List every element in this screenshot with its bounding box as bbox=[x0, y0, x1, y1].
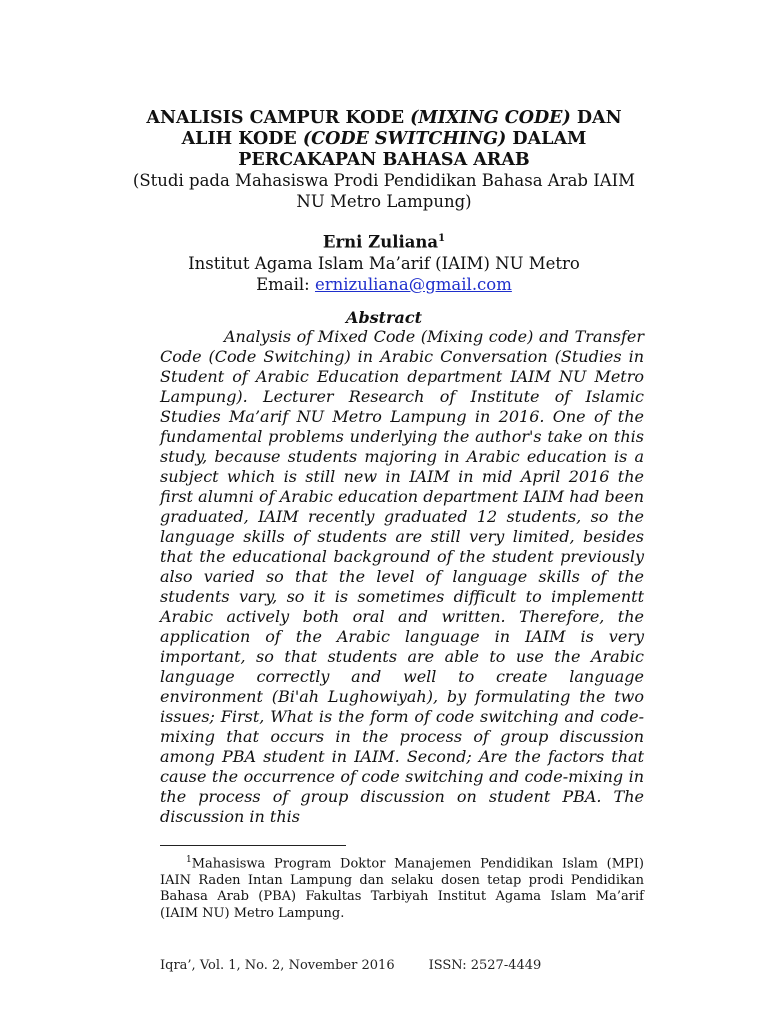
author-name-text: Erni Zuliana bbox=[322, 232, 439, 252]
title-line-1-italic: (MIXING CODE) bbox=[410, 108, 571, 128]
footnote-divider bbox=[160, 845, 346, 846]
title-line-2-post: DALAM bbox=[506, 129, 587, 149]
author-footnote-mark: 1 bbox=[438, 233, 446, 244]
footnote-mark: 1 bbox=[186, 855, 192, 865]
title-line-2 bbox=[110, 129, 658, 150]
title-line-3: PERCAKAPAN BAHASA ARAB bbox=[238, 150, 530, 170]
paper-subtitle bbox=[110, 170, 658, 212]
subtitle-line-2: NU Metro Lampung) bbox=[296, 192, 472, 211]
title-line-1-pre: ANALISIS CAMPUR KODE bbox=[146, 108, 411, 128]
title-line-1 bbox=[110, 108, 658, 129]
title-line-2-italic: (CODE SWITCHING) bbox=[302, 129, 507, 149]
paper-title bbox=[110, 108, 658, 171]
author-block bbox=[110, 228, 658, 295]
footer-issn: ISSN: 2527-4449 bbox=[428, 958, 542, 973]
subtitle-line-1: (Studi pada Mahasiswa Prodi Pendidikan Bahasa Arab IAIM bbox=[132, 171, 636, 190]
page-footer bbox=[160, 958, 541, 973]
author-institution: Institut Agama Islam Ma’arif (IAIM) NU Metro bbox=[188, 253, 580, 273]
author-email-line bbox=[110, 274, 658, 295]
title-line-1-post: DAN bbox=[570, 108, 622, 128]
footnote-text: Mahasiswa Program Doktor Manajemen Pendidikan Islam (MPI) IAIN Raden Intan Lampung dan selaku dosen tetap prodi Pendidikan Bahasa Arab (PBA) Fakultas Tarbiyah Institut Agama Islam Ma’arif (IAIM NU) Metro Lampung. bbox=[160, 856, 644, 921]
footer-journal: Iqra’, Vol. 1, No. 2, November 2016 bbox=[160, 958, 395, 973]
footnote bbox=[160, 852, 644, 922]
email-link[interactable]: ernizuliana@gmail.com bbox=[314, 274, 512, 294]
abstract-heading: Abstract bbox=[346, 308, 422, 327]
author-name bbox=[110, 228, 658, 253]
title-line-2-pre: ALIH KODE bbox=[181, 129, 303, 149]
email-label: Email: bbox=[256, 274, 315, 294]
abstract-body: Analysis of Mixed Code (Mixing code) and Transfer Code (Code Switching) in Arabic Conversation (Studies in Student of Arabic Education department IAIM NU Metro Lampung). Lecturer Research of Institute of Islamic Studies Ma’arif NU Metro Lampung in 2016. One of the fundamental problems underlying the author's take on this study, because students majoring in Arabic education is a subject which is still new in IAIM in mid April 2016 the first alumni of Arabic education department IAIM had been graduated, IAIM recently graduated 12 students, so the language skills of students are still very limited, besides that the educational background of the student previously also varied so that the level of language skills of the students vary, so it is sometimes difficult to implementt Arabic actively both oral and written. Therefore, the application of the Arabic language in IAIM is very important, so that students are able to use the Arabic language correctly and well to create language environment (Bi'ah Lughowiyah), by formulating the two issues; First, What is the form of code switching and code-mixing that occurs in the process of group discussion among PBA student in IAIM. Second; Are the factors that cause the occurrence of code switching and code-mixing in the process of group discussion on student PBA. The discussion in this bbox=[160, 327, 644, 826]
